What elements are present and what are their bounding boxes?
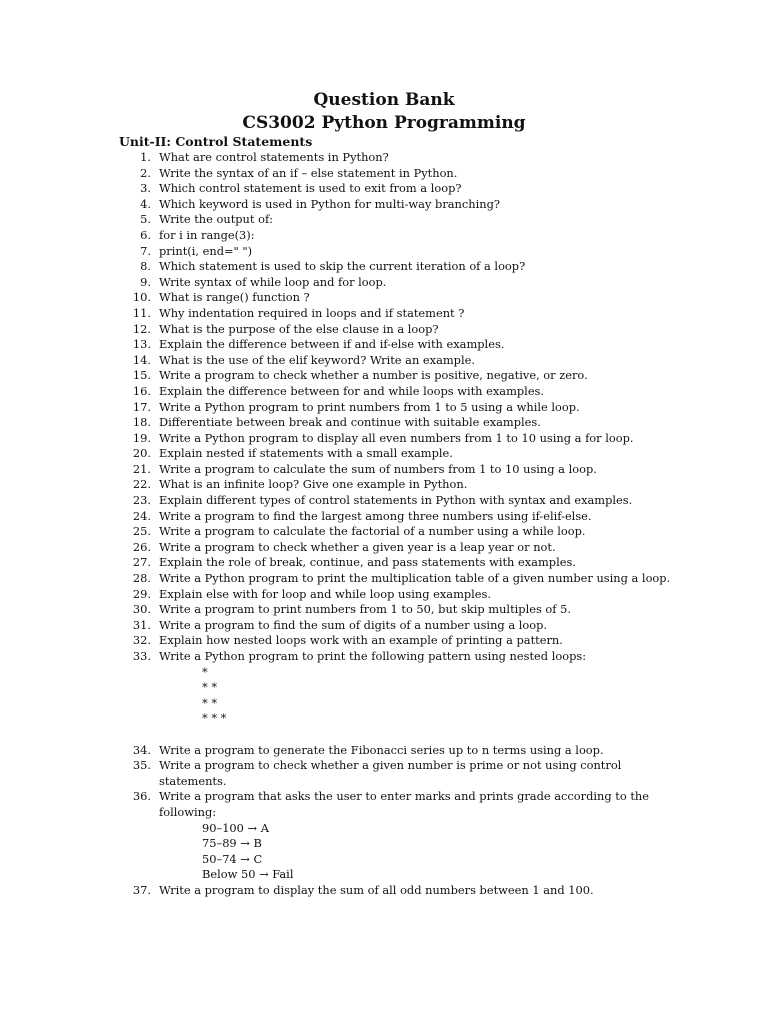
question-item: 13. Explain the difference between if and if-else with examples.: [132, 337, 505, 352]
question-item: 16. Explain the difference between for and while loops with examples.: [132, 383, 545, 398]
question-item: 35. Write a program to check whether a given number is prime or not using control statements.: [132, 758, 622, 788]
question-text: Write syntax of while loop and for loop.: [159, 274, 387, 289]
question-item: 23. Explain different types of control statements in Python with syntax and examples.: [132, 493, 633, 508]
question-item: 1. What are control statements in Python?: [140, 150, 389, 164]
grade-line: 90–100 → A: [202, 820, 269, 835]
unit-heading: Unit-II: Control Statements: [119, 134, 313, 149]
question-text: Write a program to check whether a given year is a leap year or not.: [159, 539, 556, 554]
question-item: 21. Write a program to calculate the sum of numbers from 1 to 10 using a loop.: [132, 461, 597, 476]
question-item: 8. Which statement is used to skip the current iteration of a loop?: [140, 259, 526, 274]
question-text: Write a program that asks the user to enter marks and prints grade according to the following:: [159, 789, 649, 819]
question-text: Write a program to check whether a number is positive, negative, or zero.: [159, 368, 588, 383]
question-item: 27. Explain the role of break, continue, and pass statements with examples.: [132, 555, 576, 570]
question-item: 28. Write a Python program to print the multiplication table of a given number using a loop.: [132, 571, 671, 586]
question-text: Write a program to find the sum of digits of a number using a loop.: [159, 617, 547, 632]
star-pattern: [202, 665, 651, 727]
question-item: 2. Write the syntax of an if – else statement in Python.: [140, 165, 458, 180]
pattern-line: * *: [202, 695, 218, 710]
question-item: 24. Write a program to find the largest among three numbers using if-elif-else.: [132, 508, 592, 523]
question-text: Explain else with for loop and while loop using examples.: [159, 586, 492, 601]
question-text: What are control statements in Python?: [159, 150, 389, 164]
grade-line: 50–74 → C: [202, 851, 263, 866]
question-text: Write a program to check whether a given number is prime or not using control statements.: [159, 758, 622, 788]
question-item: 30. Write a program to print numbers from 1 to 50, but skip multiples of 5.: [132, 602, 571, 617]
question-item: 33. Write a Python program to print the following pattern using nested loops: * * * * * * * *: [131, 649, 651, 727]
question-list: [131, 150, 671, 899]
question-item: 10. What is range() function ?: [132, 290, 310, 305]
question-text: What is range() function ?: [159, 290, 310, 305]
question-item: 37. Write a program to display the sum of all odd numbers between 1 and 100.: [132, 882, 594, 897]
question-text: Write a program to display the sum of all odd numbers between 1 and 100.: [159, 882, 594, 897]
question-text: print(i, end=" "): [159, 243, 253, 258]
question-text: Which keyword is used in Python for multi-way branching?: [159, 196, 500, 211]
question-text: Write a program to find the largest among three numbers using if-elif-else.: [159, 508, 592, 523]
pattern-line: * * *: [202, 711, 227, 726]
question-text: Write the output of:: [159, 212, 274, 227]
question-item: 34. Write a program to generate the Fibonacci series up to n terms using a loop.: [132, 742, 604, 757]
question-item: 9. Write syntax of while loop and for loop.: [140, 274, 387, 289]
question-item: 14. What is the use of the elif keyword? Write an example.: [132, 352, 475, 367]
question-item: 22. What is an infinite loop? Give one example in Python.: [132, 477, 468, 492]
question-text: What is an infinite loop? Give one example in Python.: [159, 477, 468, 492]
question-item: 31. Write a program to find the sum of digits of a number using a loop.: [132, 617, 547, 632]
question-text: Which control statement is used to exit from a loop?: [159, 181, 462, 196]
question-text: What is the purpose of the else clause in a loop?: [159, 321, 439, 336]
question-text: Explain the difference between if and if-else with examples.: [159, 337, 505, 352]
question-text: Explain different types of control statements in Python with syntax and examples.: [159, 493, 633, 508]
question-text: Explain the role of break, continue, and pass statements with examples.: [159, 555, 576, 570]
question-item: 12. What is the purpose of the else clause in a loop?: [132, 321, 439, 336]
question-item: 29. Explain else with for loop and while loop using examples.: [132, 586, 492, 601]
question-text: What is the use of the elif keyword? Write an example.: [159, 352, 475, 367]
question-item: 19. Write a Python program to display all even numbers from 1 to 10 using a for loop.: [132, 430, 634, 445]
question-text: Why indentation required in loops and if statement ?: [159, 305, 465, 320]
question-text: Write a program to calculate the sum of numbers from 1 to 10 using a loop.: [159, 461, 597, 476]
question-item: 25. Write a program to calculate the factorial of a number using a while loop.: [132, 524, 586, 539]
question-item: 4. Which keyword is used in Python for multi-way branching?: [140, 196, 500, 211]
question-text: Write a program to calculate the factorial of a number using a while loop.: [159, 524, 586, 539]
question-text: Which statement is used to skip the current iteration of a loop?: [159, 259, 526, 274]
question-text: Explain nested if statements with a small example.: [159, 446, 453, 461]
grade-line: Below 50 → Fail: [202, 867, 294, 882]
pattern-line: * *: [202, 680, 218, 695]
question-text: Write the syntax of an if – else statement in Python.: [159, 165, 458, 180]
course-title: CS3002 Python Programming: [242, 113, 526, 133]
question-text: Explain how nested loops work with an example of printing a pattern.: [159, 633, 563, 648]
question-item: 17. Write a Python program to print numbers from 1 to 5 using a while loop.: [132, 399, 580, 414]
question-item: 7. print(i, end=" "): [140, 243, 253, 258]
question-item: 18. Differentiate between break and continue with suitable examples.: [132, 415, 541, 430]
question-item: 26. Write a program to check whether a given year is a leap year or not.: [132, 539, 556, 554]
grade-table: [202, 821, 651, 883]
question-text: Write a Python program to display all even numbers from 1 to 10 using a for loop.: [159, 430, 634, 445]
question-text: Write a Python program to print the following pattern using nested loops:: [159, 649, 587, 663]
question-text: Write a program to print numbers from 1 to 50, but skip multiples of 5.: [159, 602, 571, 617]
question-item: 20. Explain nested if statements with a small example.: [132, 446, 453, 461]
page-title: Question Bank: [313, 90, 455, 110]
question-text: for i in range(3):: [159, 227, 255, 242]
question-item: 5. Write the output of:: [140, 212, 274, 227]
question-text: Differentiate between break and continue with suitable examples.: [159, 415, 541, 430]
question-item: 15. Write a program to check whether a number is positive, negative, or zero.: [132, 368, 588, 383]
question-item: 32. Explain how nested loops work with an example of printing a pattern.: [132, 633, 563, 648]
question-text: Write a program to generate the Fibonacci series up to n terms using a loop.: [159, 742, 604, 757]
grade-line: 75–89 → B: [202, 836, 262, 851]
question-text: Explain the difference between for and while loops with examples.: [159, 383, 545, 398]
question-item: 3. Which control statement is used to exit from a loop?: [140, 181, 462, 196]
pattern-line: *: [202, 664, 208, 679]
question-item: 11. Why indentation required in loops and if statement ?: [132, 305, 465, 320]
question-item: 6. for i in range(3):: [140, 227, 255, 242]
question-text: Write a Python program to print the multiplication table of a given number using a loop.: [159, 571, 671, 586]
question-text: Write a Python program to print numbers from 1 to 5 using a while loop.: [159, 399, 580, 414]
question-item: 36. Write a program that asks the user to enter marks and prints grade according to the following: 90–100 → A 75–89 → B 50–74 → C Below 50 → Fail: [132, 789, 649, 882]
